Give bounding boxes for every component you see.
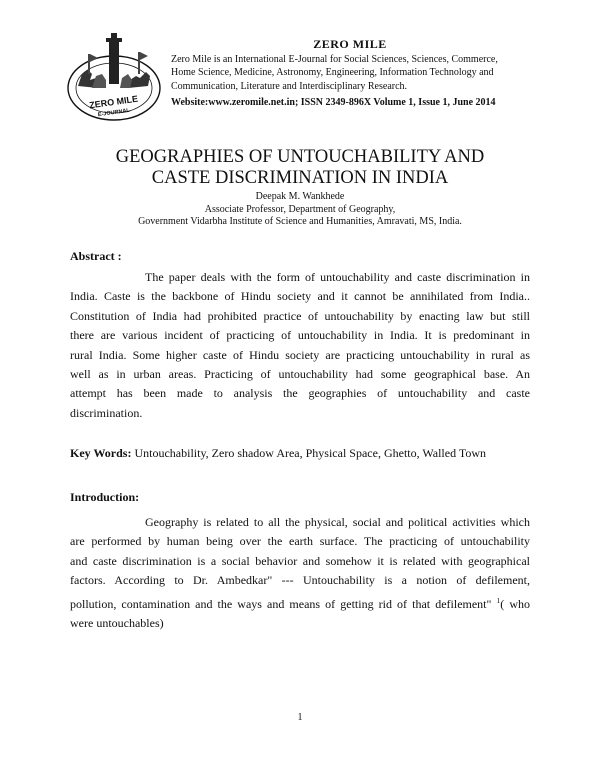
introduction-line: were untouchables)	[70, 616, 164, 631]
paper-title	[60, 147, 540, 189]
introduction-line: Geography is related to all the physical, social and political activities which	[145, 515, 530, 529]
journal-description-line: Home Science, Medicine, Astronomy, Engineering, Information Technology and	[171, 67, 494, 79]
footnote-marker: 1	[496, 595, 501, 605]
logo-subcaption: E-JOURNAL	[97, 107, 131, 119]
abstract-line: attempt has been made to analysis the geographies of untouchability and caste	[70, 386, 530, 401]
journal-meta: Website:www.zeromile.net.in; ISSN 2349-896X Volume 1, Issue 1, June 2014	[171, 97, 496, 108]
introduction-line: and caste discrimination is a social behavior and somehow it is related with geographical	[70, 553, 530, 568]
author-affiliation: Government Vidarbha Institute of Science and Humanities, Amravati, MS, India.	[138, 216, 462, 227]
abstract-line: Constitution of India had prohibited practice of untouchability by enacting law but still	[70, 308, 530, 323]
abstract-line: there are various incident of practicing of untouchability in India. It is predominant in	[70, 328, 530, 343]
abstract-heading: Abstract :	[70, 249, 122, 263]
paper-title-line: CASTE DISCRIMINATION IN INDIA	[151, 168, 449, 188]
abstract-line: The paper deals with the form of untouchability and caste discrimination in	[145, 270, 530, 284]
introduction-line-text: pollution, contamination and the ways and means of getting rid of that defilement"	[70, 596, 497, 611]
introduction-line	[70, 591, 530, 614]
author-affiliation: Associate Professor, Department of Geography,	[204, 203, 396, 215]
abstract-line: discrimination.	[70, 405, 143, 420]
abstract-line: rural India. Some higher caste of Hindu society are practicing untouchability in rural as	[70, 347, 530, 362]
author-name: Deepak M. Wankhede	[255, 191, 345, 202]
page-number: 1	[297, 712, 303, 723]
keywords-text: Untouchability, Zero shadow Area, Physical Space, Ghetto, Walled Town	[131, 446, 487, 460]
introduction-paragraph	[70, 513, 530, 633]
journal-logo	[62, 30, 166, 124]
keywords	[70, 446, 486, 461]
introduction-line-tail: ( who	[500, 596, 530, 611]
journal-description-line: Zero Mile is an International E-Journal for Social Sciences, Sciences, Commerce,	[171, 54, 498, 65]
author-block	[60, 191, 540, 229]
abstract-paragraph	[70, 268, 530, 423]
logo-caption: ZERO MILE	[88, 93, 139, 111]
paper-title-line: GEOGRAPHIES OF UNTOUCHABILITY AND	[115, 147, 485, 167]
journal-description	[171, 53, 531, 93]
abstract-line: well as in urban areas. Practicing of untouchability had some geographical base. An	[70, 367, 530, 382]
introduction-line: factors. According to Dr. Ambedkar" --- Untouchability is a notion of defilement,	[70, 573, 530, 588]
journal-description-line: Communication, Literature and Interdisciplinary Research.	[171, 80, 408, 92]
keywords-label: Key Words:	[70, 446, 132, 460]
introduction-heading: Introduction:	[70, 490, 140, 504]
abstract-line: India. Caste is the backbone of Hindu society and it cannot be annihilated from India..	[70, 289, 530, 304]
introduction-line: are performed by human being over the earth surface. The practicing of untouchability	[70, 534, 530, 549]
journal-name: ZERO MILE	[313, 37, 387, 51]
